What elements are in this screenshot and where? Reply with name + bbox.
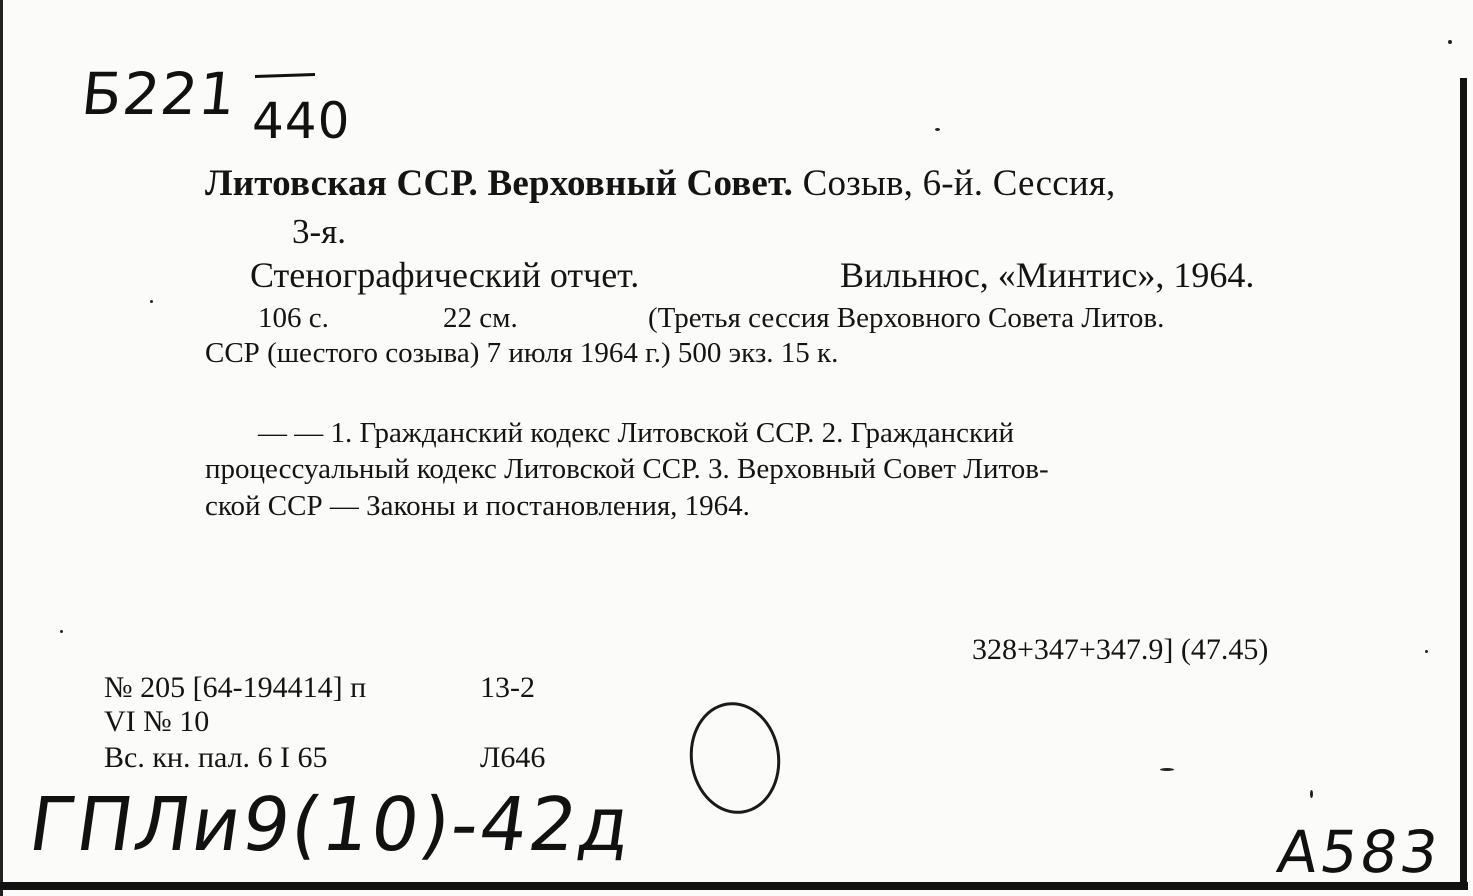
series-note-start: (Третья сессия Верховного Совета Литов. xyxy=(648,302,1165,334)
imprint: Вильнюс, «Минтис», 1964. xyxy=(840,255,1255,295)
book-size: 22 см. xyxy=(443,302,518,334)
dust-speck xyxy=(60,630,63,633)
footer-line-1 xyxy=(104,671,535,705)
card-order-number: № 205 [64-194414] п xyxy=(104,671,367,704)
handwritten-fraction-bar xyxy=(255,73,315,78)
session-number: 3-я. xyxy=(292,212,347,251)
title-line xyxy=(250,254,1255,296)
author-convocation: Созыв, 6-й. Сессия, xyxy=(802,163,1116,204)
heading-line xyxy=(205,162,1116,205)
dust-speck xyxy=(1425,650,1428,653)
card-hole-circle xyxy=(683,696,788,819)
page-count: 106 с. xyxy=(258,302,329,334)
footer-line-2: VI № 10 xyxy=(104,705,210,738)
subject-line-2: процессуальный кодекс Литовской ССР. 3. Верховный Совет Литов- xyxy=(205,453,1049,485)
subject-line-1: — — 1. Гражданский кодекс Литовской ССР. 2. Гражданский xyxy=(258,417,1015,449)
handwritten-inventory-number: А583 xyxy=(1273,818,1446,886)
dust-speck xyxy=(1160,768,1174,771)
handwritten-shelf-top: Б221 xyxy=(78,60,241,128)
footer-line-3 xyxy=(104,741,546,775)
card-left-edge xyxy=(0,0,3,896)
handwritten-collection-code: ГПЛи9(10)-42д xyxy=(23,782,638,868)
card-bottom-edge xyxy=(0,882,1468,890)
print-code: Л646 xyxy=(480,741,546,774)
author-corporate: Литовская ССР. Верховный Совет. xyxy=(205,163,794,204)
document-title: Стенографический отчет. xyxy=(250,255,640,295)
handwritten-shelf-number: 440 xyxy=(252,92,351,150)
subject-line-3: ской ССР — Законы и постановления, 1964. xyxy=(205,490,750,522)
dust-speck xyxy=(935,128,940,131)
card-code: 13-2 xyxy=(480,671,535,704)
collation-line xyxy=(258,302,1165,335)
dust-speck xyxy=(1310,790,1313,798)
classification-number: 328+347+347.9] (47.45) xyxy=(972,633,1269,666)
book-chamber-note: Вс. кн. пал. 6 I 65 xyxy=(104,741,328,774)
series-note-end: ССР (шестого созыва) 7 июля 1964 г.) 500 экз. 15 к. xyxy=(205,337,839,369)
dust-speck xyxy=(1448,40,1452,44)
dust-speck xyxy=(150,300,153,303)
card-right-edge xyxy=(1460,78,1467,886)
